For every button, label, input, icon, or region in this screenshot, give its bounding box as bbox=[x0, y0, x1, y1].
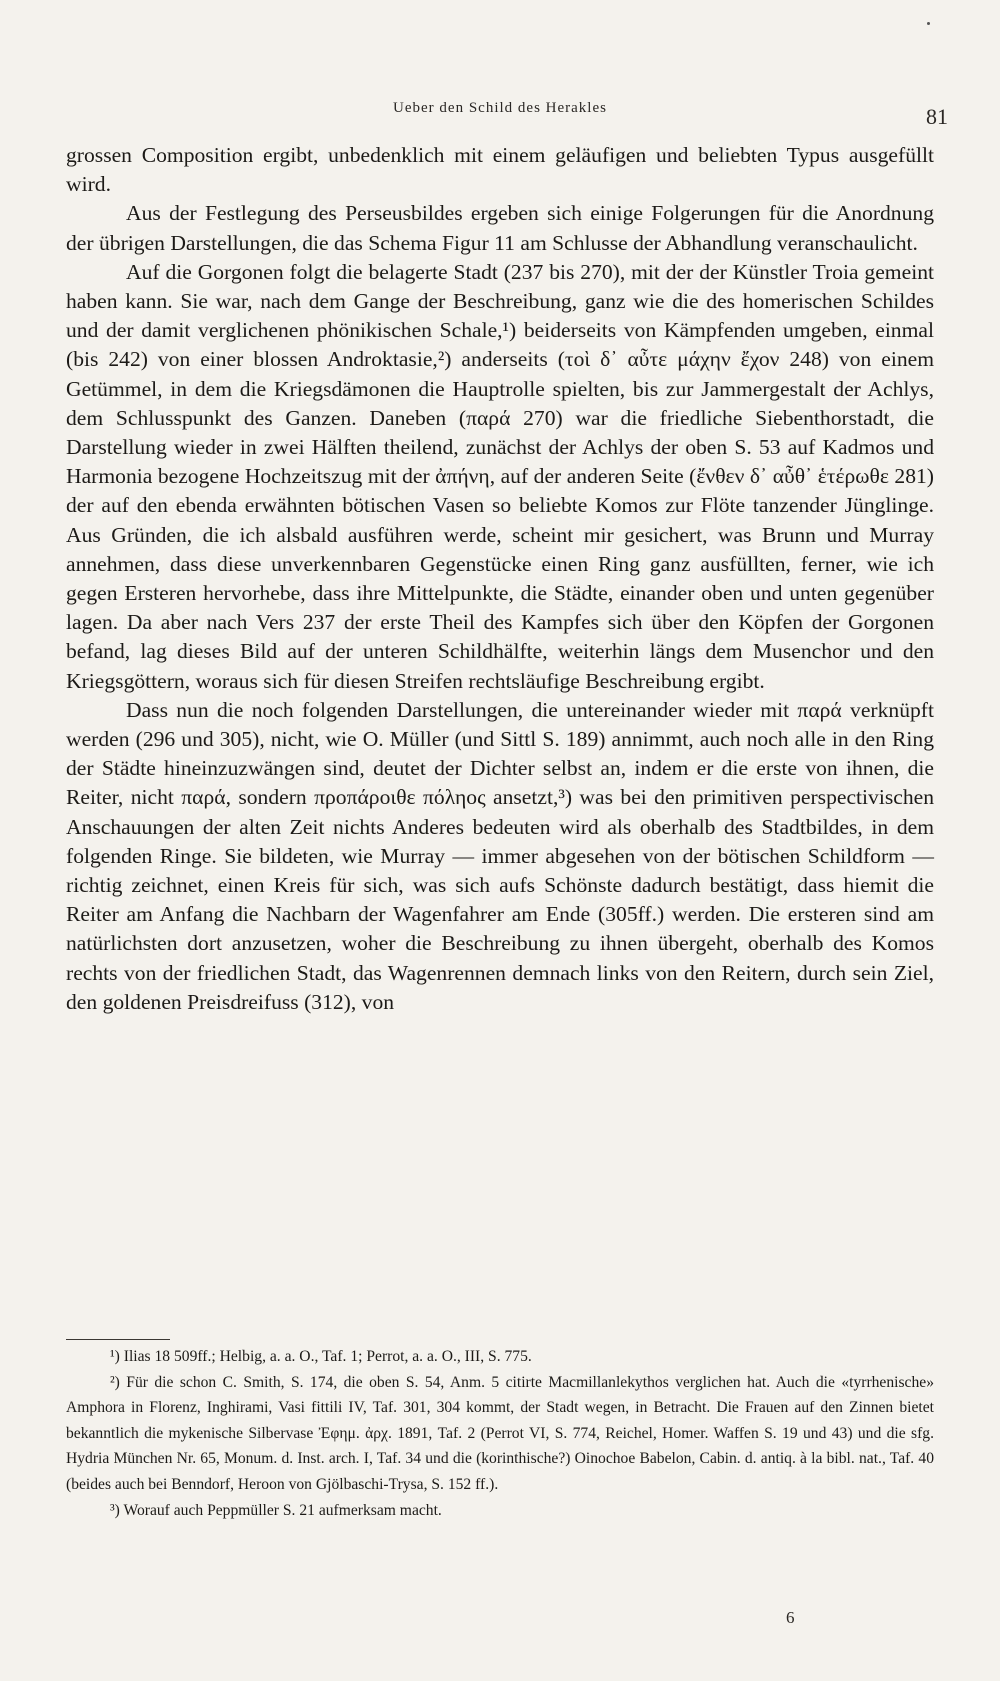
footnote: ²) Für die schon C. Smith, S. 174, die oben S. 54, Anm. 5 citirte Macmillanlekythos verglichen hat. Auch die «tyrrhenische» Amphora in Florenz, Inghirami, Vasi fittili IV, Taf. 301, 304 kommt, der Stadt wegen, in Betracht. Die Frauen auf den Zinnen bietet bekanntlich die mykenische Silbervase Ἐφημ. ἀρχ. 1891, Taf. 2 (Perrot VI, S. 774, Reichel, Homer. Waffen S. 19 und 43) und die sfg. Hydria München Nr. 65, Monum. d. Inst. arch. I, Taf. 34 und die (korinthische?) Oinochoe Babelon, Cabin. d. antiq. à la bibl. nat., Taf. 40 (beides auch bei Benndorf, Heroon von Gjölbaschi-Trysa, S. 152 ff.). bbox=[66, 1373, 934, 1493]
paragraph: Aus der Festlegung des Perseusbildes ergeben sich einige Folgerungen für die Anordnung der übrigen Darstellungen, die das Schema Figur 11 am Schlusse der Abhandlung veranschaulicht. bbox=[66, 201, 934, 255]
body-text bbox=[66, 141, 934, 1017]
page-number: 81 bbox=[926, 104, 948, 129]
footnotes bbox=[66, 1344, 934, 1523]
footnote: ¹) Ilias 18 509ff.; Helbig, a. a. O., Taf. 1; Perrot, a. a. O., III, S. 775. bbox=[110, 1348, 532, 1365]
footnote-rule bbox=[66, 1339, 170, 1340]
running-title: Ueber den Schild des Herakles bbox=[393, 100, 607, 116]
print-speck bbox=[927, 22, 930, 25]
signature-mark: 6 bbox=[786, 1608, 795, 1627]
paragraph: Auf die Gorgonen folgt die belagerte Stadt (237 bis 270), mit der der Künstler Troia gemeint haben kann. Sie war, nach dem Gange der Beschreibung, ganz wie die des homerischen Schildes und der damit verglichenen phönikischen Schale,¹) beiderseits von Kämpfenden umgeben, einmal (bis 242) von einer blossen Androktasie,²) anderseits (τοὶ δ᾽ αὖτε μάχην ἔχον 248) von einem Getümmel, in dem die Kriegsdämonen die Hauptrolle spielten, bis zur Jammergestalt der Achlys, dem Schlusspunkt des Ganzen. Daneben (παρά 270) war die friedliche Siebenthorstadt, die Darstellung wieder in zwei Hälften theilend, zunächst der Achlys der oben S. 53 auf Kadmos und Harmonia bezogene Hochzeitszug mit der ἀπήνη, auf der anderen Seite (ἔνθεν δ᾽ αὖθ᾽ ἑτέρωθε 281) der auf den ebenda erwähnten bötischen Vasen so beliebte Komos zur Flöte tanzender Jünglinge. Aus Gründen, die ich alsbald ausführen werde, scheint mir gesichert, was Brunn und Murray annehmen, dass diese unverkennbaren Gegenstücke einen Ring ganz ausfüllten, ferner, wie ich gegen Ersteren hervorhebe, dass ihre Mittelpunkte, die Städte, einander oben und unten gegenüber lagen. Da aber nach Vers 237 der erste Theil des Kampfes sich über den Köpfen der Gorgonen befand, lag dieses Bild auf der unteren Schildhälfte, weiterhin längs dem Musenchor und den Kriegsgöttern, woraus sich für diesen Streifen rechtsläufige Beschreibung ergibt. bbox=[66, 259, 934, 693]
footnote: ³) Worauf auch Peppmüller S. 21 aufmerksam macht. bbox=[110, 1501, 442, 1519]
paragraph: Dass nun die noch folgenden Darstellungen, die untereinander wieder mit παρά verknüpft werden (296 und 305), nicht, wie O. Müller (und Sittl S. 189) annimmt, auch noch alle in den Ring der Städte hineinzuzwängen sind, deutet der Dichter selbst an, indem er die erste von ihnen, die Reiter, nicht παρά, sondern προπάροιθε πόληος ansetzt,³) was bei den primitiven perspectivischen Anschauungen der alten Zeit nichts Anderes bedeuten wird als oberhalb des Stadtbildes, in dem folgenden Ringe. Sie bildeten, wie Murray — immer abgesehen von der bötischen Schildform — richtig zeichnet, einen Kreis für sich, was sich aufs Schönste dadurch bestätigt, dass hiemit die Reiter am Anfang die Nachbarn der Wagenfahrer am Ende (305ff.) werden. Die ersteren sind am natürlichsten dort anzusetzen, woher die Beschreibung zu ihnen übergeht, oberhalb des Komos rechts von der friedlichen Stadt, das Wagenrennen demnach links von den Reitern, durch sein Ziel, den goldenen Preisdreifuss (312), von bbox=[66, 697, 934, 1014]
paragraph: grossen Composition ergibt, unbedenklich mit einem geläufigen und beliebten Typus ausgefüllt wird. bbox=[66, 143, 934, 197]
